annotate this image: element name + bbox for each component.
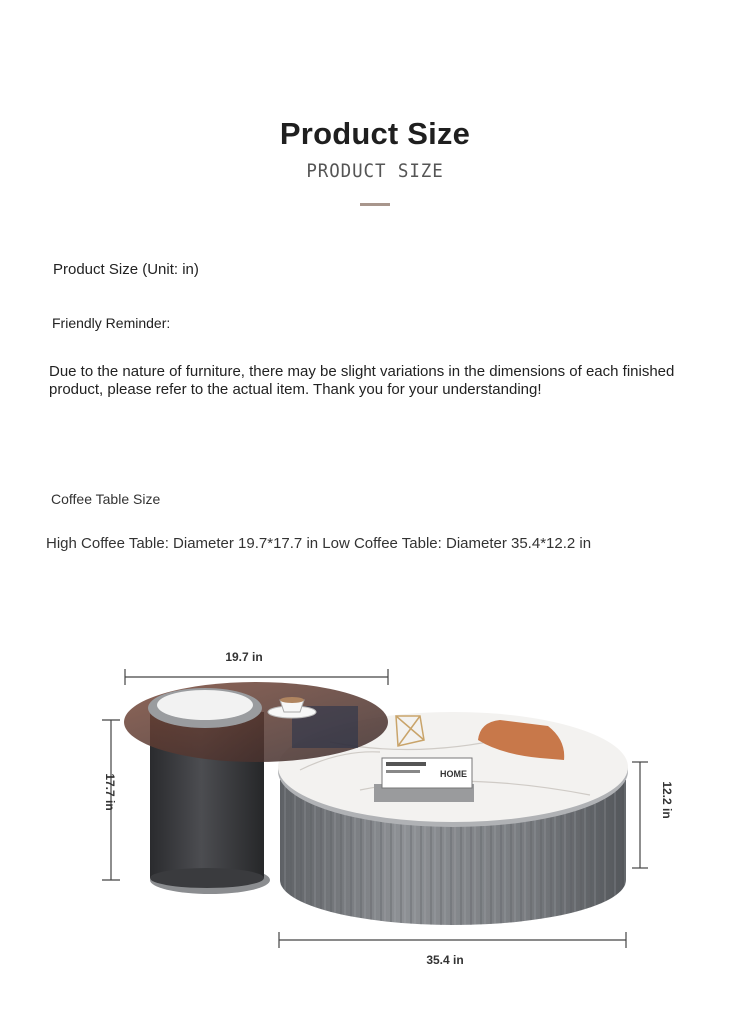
dimensions-line: High Coffee Table: Diameter 19.7*17.7 in Low Coffee Table: Diameter 35.4*12.2 in [46,535,592,552]
width-low-label: 35.4 in [426,953,464,967]
coffee-table-size-label: Coffee Table Size [51,491,161,507]
book-title: HOME [440,769,467,779]
page-title: Product Size [279,116,471,151]
reminder-text: Due to the nature of furniture, there may be slight variations in the dimensions of each finished product, please refer to the actual item. Thank you for your understanding! [49,363,675,398]
dimension-width-low [279,932,626,948]
height-low-label: 12.2 in [660,781,674,819]
dimension-height-low [632,762,648,868]
width-high-label: 19.7 in [225,650,263,664]
reminder-label: Friendly Reminder: [52,315,171,331]
page-subtitle: PRODUCT SIZE [306,160,444,182]
title-accent-divider [360,203,390,206]
size-unit-heading: Product Size (Unit: in) [53,261,199,278]
product-dimension-figure [0,600,750,1033]
height-high-label: 17.7 in [103,773,117,811]
book-stack-decor [374,758,474,802]
